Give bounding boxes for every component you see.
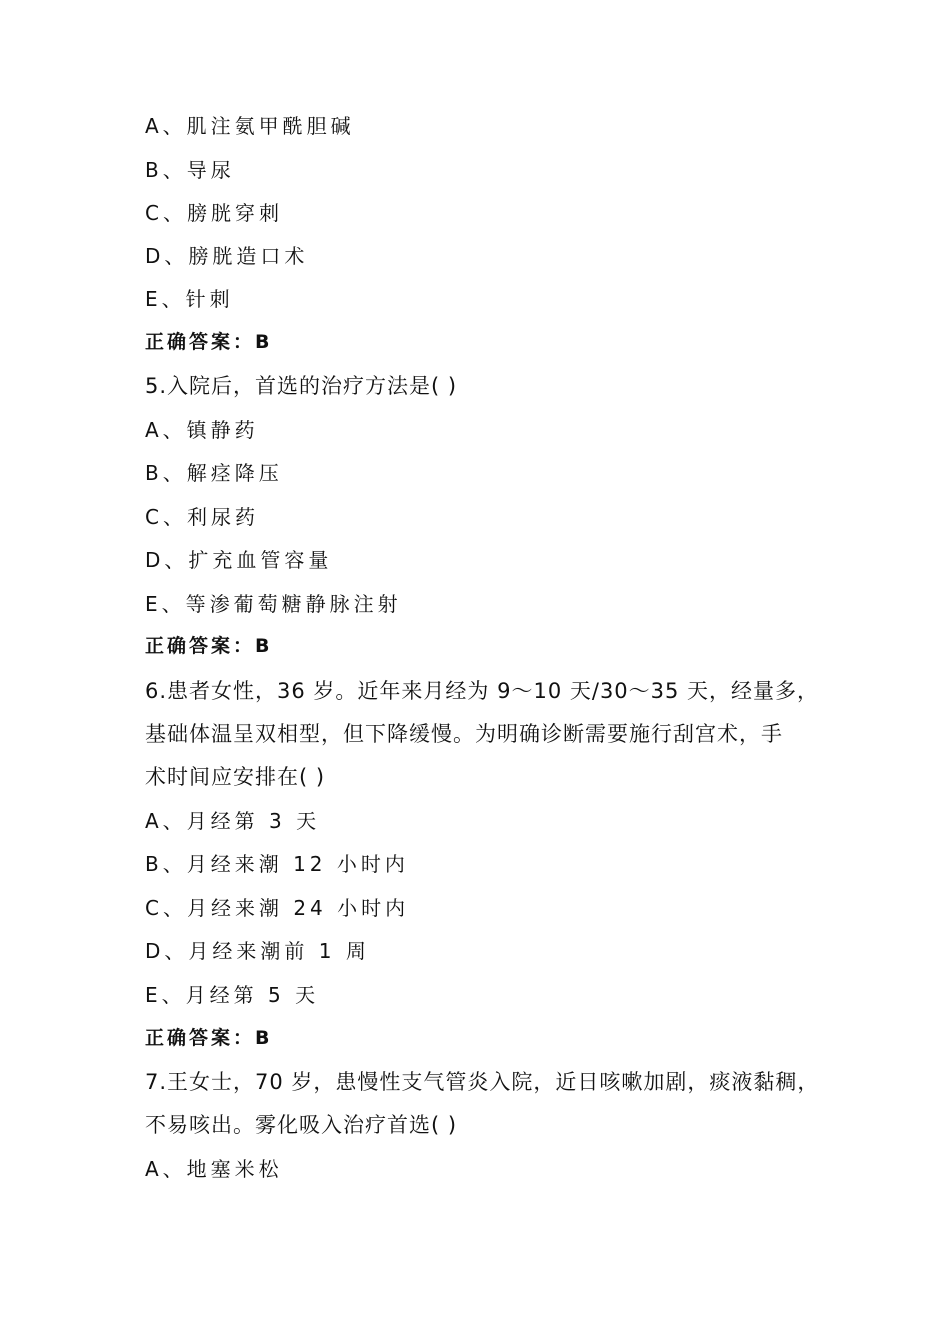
q5-answer: 正确答案：B — [145, 635, 273, 657]
q7-stem-line-2: 不易咳出。雾化吸入治疗首选( ) — [145, 1113, 458, 1137]
q6-stem-line-2: 基础体温呈双相型，但下降缓慢。为明确诊断需要施行刮宫术，手 — [145, 722, 783, 746]
q6-option-e: E、月经第 5 天 — [145, 983, 320, 1007]
q6-option-b: B、月经来潮 12 小时内 — [145, 852, 409, 876]
q5-option-a: A、镇静药 — [145, 418, 259, 442]
q6-option-c: C、月经来潮 24 小时内 — [145, 896, 410, 920]
q4-option-d: D、膀胱造口术 — [145, 244, 309, 268]
q6-option-a: A、月经第 3 天 — [145, 809, 321, 833]
q5-option-e: E、等渗葡萄糖静脉注射 — [145, 592, 402, 616]
q6-option-d: D、月经来潮前 1 周 — [145, 939, 370, 963]
q4-option-a: A、肌注氨甲酰胆碱 — [145, 114, 355, 138]
q5-option-b: B、解痉降压 — [145, 461, 283, 485]
q4-option-c: C、膀胱穿刺 — [145, 201, 283, 225]
q5-stem: 5.入院后，首选的治疗方法是( ) — [145, 374, 458, 398]
q4-option-b: B、导尿 — [145, 158, 235, 182]
q4-answer: 正确答案：B — [145, 331, 273, 353]
q7-option-a: A、地塞米松 — [145, 1157, 283, 1181]
q7-stem-line-1: 7.王女士，70 岁，患慢性支气管炎入院，近日咳嗽加剧，痰液黏稠， — [145, 1070, 820, 1094]
q6-answer: 正确答案：B — [145, 1027, 273, 1049]
q5-option-d: D、扩充血管容量 — [145, 548, 333, 572]
q6-stem-line-1: 6.患者女性，36 岁。近年来月经为 9～10 天/30～35 天，经量多， — [145, 679, 820, 703]
q6-stem-line-3: 术时间应安排在( ) — [145, 765, 326, 789]
q4-option-e: E、针刺 — [145, 287, 234, 311]
q5-option-c: C、利尿药 — [145, 505, 259, 529]
